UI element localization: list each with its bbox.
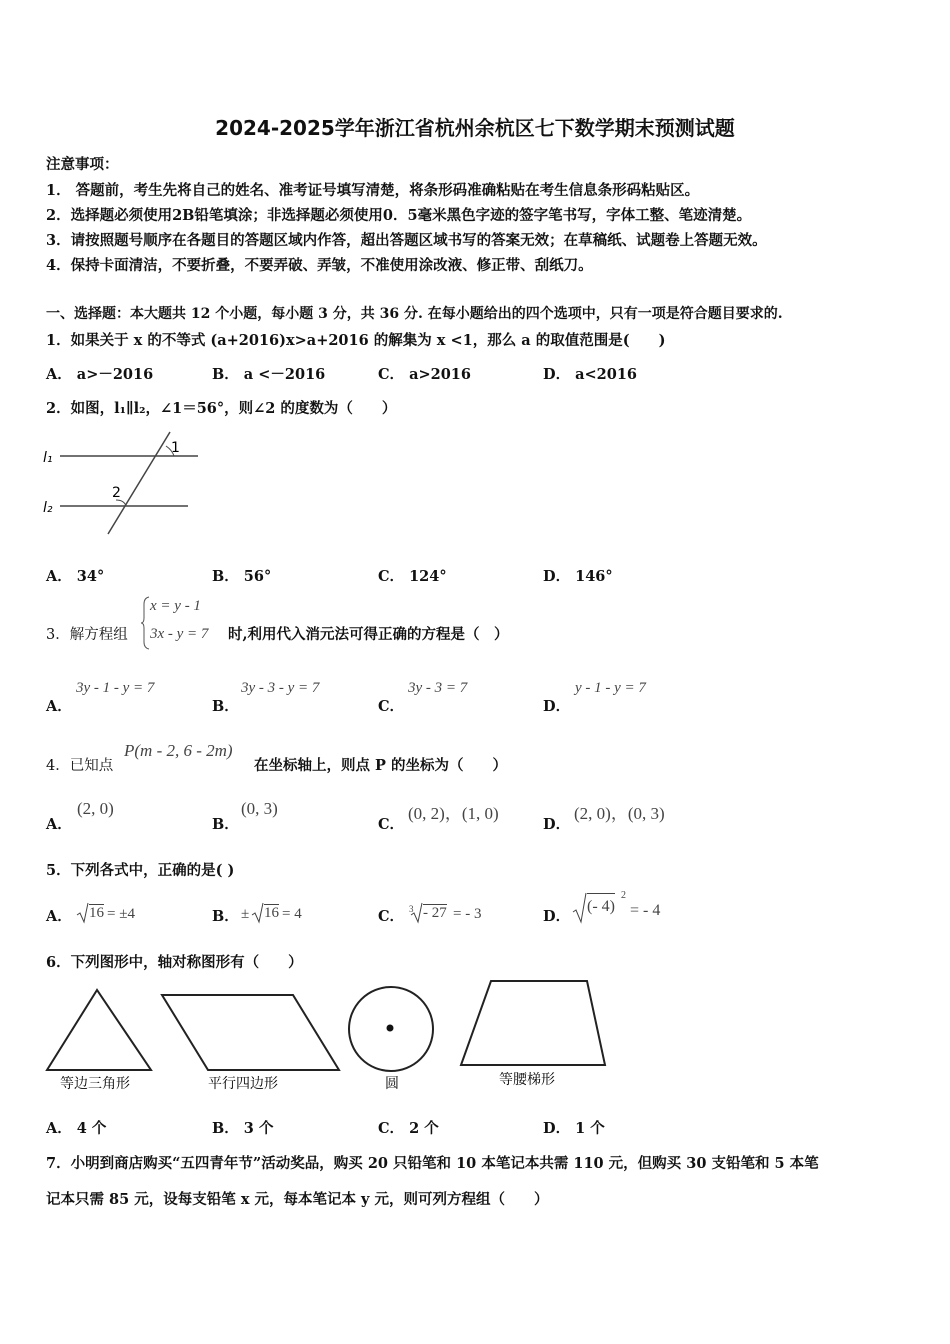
q5-option-c-label: C． — [378, 908, 405, 925]
page-title: 2024-2025学年浙江省杭州余杭区七下数学期末预测试题 — [215, 116, 735, 140]
circle-center-dot — [387, 1025, 394, 1032]
radical-sign-b — [251, 902, 263, 924]
q3-option-b-label: B． — [212, 698, 239, 715]
label-angle-2: 2 — [112, 485, 121, 501]
q2-option-a: A． 34° — [46, 568, 105, 585]
label-l2: l₂ — [43, 500, 53, 516]
label-circle: 圆 — [385, 1076, 399, 1092]
q2-option-c: C． 124° — [378, 568, 447, 585]
q1-option-b: B． a <－2016 — [212, 366, 326, 383]
q4-suffix: 在坐标轴上，则点 P 的坐标为（ ） — [254, 757, 507, 774]
q7-line-1: 7．小明到商店购买“五四青年节”活动奖品，购买 20 只铅笔和 10 本笔记本共需 110 元，但购买 30 支铅笔和 5 本笔 — [46, 1155, 819, 1172]
q1-option-d: D． a<2016 — [543, 366, 638, 383]
q4-option-b-label: B． — [212, 816, 239, 833]
q3-equation-1: x = y - 1 — [150, 598, 201, 614]
shapes-figure — [40, 978, 620, 1098]
radical-sign-a — [76, 902, 88, 924]
q5-stem: 5．下列各式中，正确的是( ) — [46, 862, 235, 879]
q7-line-2: 记本只需 85 元，设每支铅笔 x 元，每本笔记本 y 元，则可列方程组（ ） — [46, 1191, 549, 1208]
notice-item-1: 1． 答题前，考生先将自己的姓名、准考证号填写清楚，将条形码准确粘贴在考生信息条形码粘贴区。 — [46, 182, 700, 199]
label-angle-1: 1 — [171, 440, 180, 456]
q3-option-d: y - 1 - y = 7 — [575, 680, 646, 696]
q1-option-c: C． a>2016 — [378, 366, 471, 383]
q5-option-c-index: 3 — [409, 904, 414, 914]
q3-option-d-label: D． — [543, 698, 571, 715]
q2-option-b: B． 56° — [212, 568, 272, 585]
section-heading: 一、选择题：本大题共 12 个小题，每小题 3 分，共 36 分. 在每小题给出的四个选项中，只有一项是符合题目要求的. — [46, 306, 783, 322]
label-l1: l₁ — [43, 450, 53, 466]
q6-option-a: A． 4 个 — [46, 1120, 107, 1137]
q4-option-d-label: D． — [543, 816, 571, 833]
q5-option-d-exponent: 2 — [621, 890, 626, 901]
q3-option-c: 3y - 3 = 7 — [408, 680, 468, 696]
label-isosceles-trapezoid: 等腰梯形 — [499, 1072, 555, 1088]
q1-stem: 1．如果关于 x 的不等式 (a+2016)x>a+2016 的解集为 x <1，那么 a 的取值范围是( ) — [46, 332, 666, 349]
q5-option-c-rest: = - 3 — [453, 906, 482, 922]
q2-stem: 2．如图，l₁∥l₂，∠1＝56°，则∠2 的度数为（ ） — [46, 400, 397, 417]
radical-sign-d — [572, 892, 586, 924]
q6-option-b: B． 3 个 — [212, 1120, 274, 1137]
q4-option-a-label: A． — [46, 816, 72, 833]
equilateral-triangle — [47, 990, 151, 1070]
q5-option-b-rest: = 4 — [282, 906, 302, 922]
notice-item-2: 2．选择题必须使用2B铅笔填涂；非选择题必须使用0．5毫米黑色字迹的签字笔书写，字体工整、笔迹清楚。 — [46, 207, 752, 224]
q5-option-b-radicand: 16 — [264, 905, 279, 921]
q5-option-d-label: D． — [543, 908, 571, 925]
q3-option-a: 3y - 1 - y = 7 — [76, 680, 155, 696]
q5-option-d-radicand: (- 4) — [587, 893, 615, 920]
q4-point: P(m - 2, 6 - 2m) — [124, 741, 233, 760]
q4-prefix: 4．已知点 — [46, 758, 114, 774]
q6-stem: 6．下列图形中，轴对称图形有（ ） — [46, 954, 303, 971]
radical-sign-c — [410, 902, 422, 924]
notice-item-3: 3．请按照题号顺序在各题目的答题区域内作答，超出答题区域书写的答案无效；在草稿纸、试题卷上答题无效。 — [46, 232, 767, 249]
q4-option-d: (2, 0)，(0, 3) — [574, 804, 665, 823]
q5-option-a-radicand: 16 — [89, 905, 104, 921]
transversal — [108, 432, 170, 534]
q5-option-a-label: A． — [46, 908, 72, 925]
q5-option-b-pm: ± — [241, 906, 250, 922]
q6-option-d: D． 1 个 — [543, 1120, 605, 1137]
label-parallelogram: 平行四边形 — [208, 1076, 278, 1092]
q3-equation-2: 3x - y = 7 — [150, 626, 209, 642]
parallel-lines-figure — [40, 430, 210, 540]
parallelogram — [162, 995, 339, 1070]
label-equilateral-triangle: 等边三角形 — [60, 1076, 130, 1092]
q5-option-a-rest: = ±4 — [107, 906, 135, 922]
q4-option-c: (0, 2)，(1, 0) — [408, 804, 499, 823]
q5-option-d-rest: = - 4 — [630, 902, 661, 919]
q5-option-c-radicand: - 27 — [423, 905, 447, 921]
q3-prefix: 3．解方程组 — [46, 627, 128, 643]
q3-suffix: 时,利用代入消元法可得正确的方程是（ ） — [228, 626, 509, 643]
q3-option-a-label: A． — [46, 698, 72, 715]
q1-option-a: A． a>－2016 — [46, 366, 154, 383]
q4-option-b: (0, 3) — [241, 799, 278, 818]
isosceles-trapezoid — [461, 981, 605, 1065]
q6-option-c: C． 2 个 — [378, 1120, 439, 1137]
q4-option-a: (2, 0) — [77, 799, 114, 818]
q2-option-d: D． 146° — [543, 568, 613, 585]
q3-option-c-label: C． — [378, 698, 405, 715]
notice-heading: 注意事项： — [46, 156, 119, 173]
q4-option-c-label: C． — [378, 816, 405, 833]
notice-item-4: 4．保持卡面清洁，不要折叠，不要弄破、弄皱，不准使用涂改液、修正带、刮纸刀。 — [46, 257, 593, 274]
q5-option-b-label: B． — [212, 908, 239, 925]
q3-option-b: 3y - 3 - y = 7 — [241, 680, 320, 696]
